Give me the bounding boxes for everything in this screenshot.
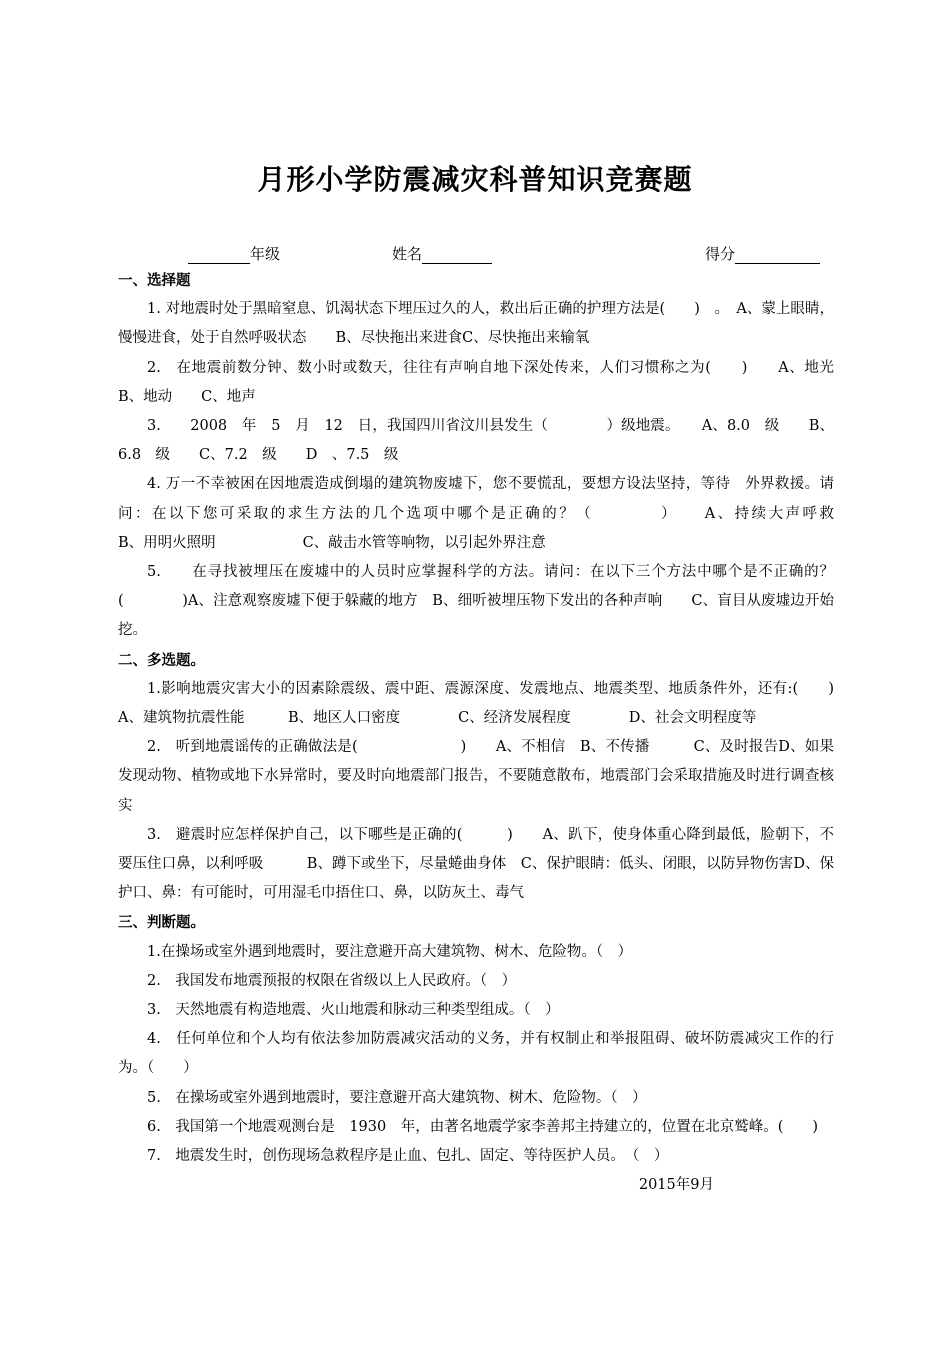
score-field [705, 243, 820, 264]
page-title: 月形小学防震减灾科普知识竞赛题 [257, 163, 693, 196]
question-item: 3. 避震时应怎样保护自己，以下哪些是正确的( ) A、趴下，使身体重心降到最低，脸朝下，不要压住口鼻，以利呼吸 B、蹲下或坐下，尽量蜷曲身体 C、保护眼睛：低头、闭眼，以防异物伤害D、保护口、鼻：有可能时，可用湿毛巾捂住口、鼻，以防灰土、毒气 [118, 826, 834, 902]
question-item: 4. 万一不幸被困在因地震造成倒塌的建筑物废墟下，您不要慌乱，要想方设法坚持，等待 外界救援。请问：在以下您可采取的求生方法的几个选项中哪个是正确的？（ ） A、持续大声呼救 B、用明火照明 C、敲击水管等响物，以引起外界注意 [118, 476, 921, 551]
section-heading-multi: 二、多选题。 [118, 651, 205, 669]
question-item: 7. 地震发生时，创伤现场急救程序是止血、包扎、固定、等待医护人员。 （ ） [147, 1148, 669, 1165]
name-label: 姓名 [392, 245, 423, 263]
question-item: 6. 我国第一个地震观测台是 1930 年，由著名地震学家李善邦主持建立的，位置在北京鹫峰。( ) [147, 1118, 819, 1135]
question-item: 1.影响地震灾害大小的因素除震级、震中距、震源深度、发震地点、地震类型、地质条件外，还有:( ) A、建筑物抗震性能 B、地区人口密度 C、经济发展程度 D、社会文明程度等 [118, 680, 849, 727]
grade-field [188, 243, 280, 264]
score-label: 得分 [705, 245, 736, 263]
score-blank[interactable] [735, 248, 820, 264]
name-blank[interactable] [422, 248, 492, 264]
question-item: 5. 在操场或室外遇到地震时，要注意避开高大建筑物、树木、危险物。（ ） [147, 1089, 647, 1106]
name-field [392, 243, 492, 264]
grade-blank[interactable] [188, 248, 250, 264]
question-item: 2. 我国发布地震预报的权限在省级以上人民政府。（ ） [147, 972, 517, 989]
grade-label: 年级 [250, 245, 281, 263]
question-item: 5. 在寻找被埋压在废墟中的人员时应掌握科学的方法。请问：在以下三个方法中哪个是不正确的？( )A、注意观察废墟下便于躲藏的地方 B、细听被埋压物下发出的各种声响 C、盲目从废墟边开始挖。 [118, 564, 834, 639]
question-item: 1. 对地震时处于黑暗窒息、饥渴状态下埋压过久的人，救出后正确的护理方法是( ) 。 A、蒙上眼睛，慢慢进食，处于自然呼吸状态 B、尽快拖出来进食C、尽快拖出来输氧 [118, 301, 834, 347]
question-item: 2. 在地震前数分钟、数小时或数天，往往有声响自地下深处传来，人们习惯称之为( ) A、地光 B、地动 C、地声 [118, 359, 849, 405]
question-content [118, 266, 921, 1201]
section-heading-judge: 三、判断题。 [118, 914, 205, 932]
question-item: 3. 2008 年 5 月 12 日，我国四川省汶川县发生（ ）级地震。 A、8.0 级 B、6.8 级 C、7.2 级 D 、7.5 级 [118, 418, 834, 464]
question-item: 2. 听到地震谣传的正确做法是( ) A、不相信 B、不传播 C、及时报告D、如果发现动物、植物或地下水异常时，要及时向地震部门报告，不要随意散布，地震部门会采取措施及时进行调查核实 [118, 739, 834, 814]
question-item: 4. 任何单位和个人均有依法参加防震减灾活动的义务，并有权制止和举报阻碍、破坏防震减灾工作的行为。（ ） [118, 1031, 834, 1077]
document-date: 2015年9月 [638, 1177, 714, 1194]
question-item: 3. 天然地震有构造地震、火山地震和脉动三种类型组成。（ ） [147, 1002, 560, 1019]
section-heading-choice: 一、选择题 [118, 272, 191, 289]
question-item: 1.在操场或室外遇到地震时，要注意避开高大建筑物、树木、危险物。（ ） [147, 943, 633, 960]
